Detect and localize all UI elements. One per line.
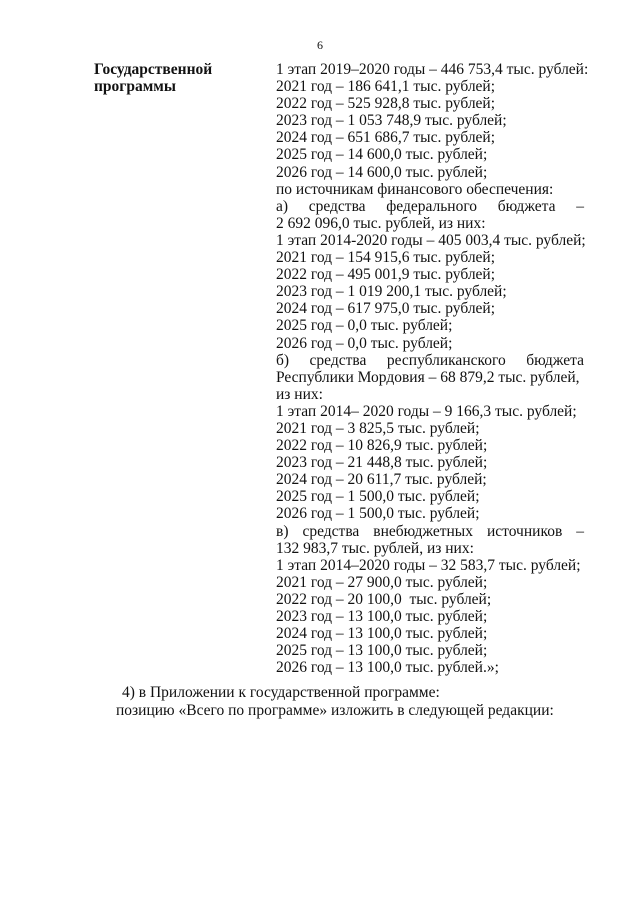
- republic-word: средства: [309, 351, 367, 369]
- passport-row-label: [94, 61, 264, 95]
- sources-heading: по источникам финансового обеспечения:: [276, 180, 554, 198]
- stage1-total: 1 этап 2019–2020 годы – 446 753,4 тыс. рублей:: [276, 61, 589, 78]
- republic-word: бюджета: [526, 351, 584, 369]
- total-year-2024: 2024 год – 651 686,7 тыс. рублей;: [276, 129, 496, 147]
- federal-stage1: 1 этап 2014-2020 годы – 405 003,4 тыс. рублей;: [276, 231, 586, 249]
- federal-heading: [276, 198, 584, 215]
- republic-year-2026: 2026 год – 1 500,0 тыс. рублей;: [276, 505, 480, 523]
- amendment-instruction: позицию «Всего по программе» изложить в следующей редакции:: [116, 701, 554, 719]
- republic-word: республиканского: [386, 351, 506, 369]
- extrabudget-heading: [276, 523, 584, 540]
- federal-word: федерального: [386, 197, 478, 215]
- federal-year-2026: 2026 год – 0,0 тыс. рублей;: [276, 334, 453, 352]
- republic-line-3: из них:: [276, 385, 323, 403]
- federal-word: бюджета: [497, 197, 556, 215]
- label-line-2: программы: [94, 78, 176, 95]
- extrabudget-year-2025: 2025 год – 13 100,0 тыс. рублей;: [276, 642, 488, 660]
- federal-word: средства: [308, 197, 366, 215]
- total-year-2021: 2021 год – 186 641,1 тыс. рублей;: [276, 78, 496, 96]
- extrabudget-total: 132 983,7 тыс. рублей, из них:: [276, 539, 474, 557]
- extrabudget-year-2022: 2022 год – 20 100,0 тыс. рублей;: [276, 590, 492, 608]
- federal-word: а): [276, 197, 289, 215]
- federal-word: –: [576, 197, 584, 215]
- total-year-2026: 2026 год – 14 600,0 тыс. рублей;: [276, 163, 488, 181]
- federal-year-2025: 2025 год – 0,0 тыс. рублей;: [276, 317, 453, 335]
- republic-word: б): [276, 351, 290, 369]
- extrabudget-year-2023: 2023 год – 13 100,0 тыс. рублей;: [276, 608, 488, 625]
- republic-stage1: 1 этап 2014– 2020 годы – 9 166,3 тыс. рублей;: [276, 402, 577, 420]
- total-year-2022: 2022 год – 525 928,8 тыс. рублей;: [276, 95, 496, 113]
- republic-line-2: Республики Мордовия – 68 879,2 тыс. рублей,: [276, 368, 580, 386]
- federal-year-2023: 2023 год – 1 019 200,1 тыс. рублей;: [276, 283, 507, 301]
- extrabudget-word: источников: [486, 522, 563, 540]
- federal-year-2022: 2022 год – 495 001,9 тыс. рублей;: [276, 266, 496, 284]
- extrabudget-year-2021: 2021 год – 27 900,0 тыс. рублей;: [276, 573, 488, 591]
- extrabudget-stage1: 1 этап 2014–2020 годы – 32 583,7 тыс. рублей;: [276, 556, 581, 574]
- extrabudget-year-2026: 2026 год – 13 100,0 тыс. рублей.»;: [276, 659, 499, 677]
- label-line-1: Государственной: [94, 61, 213, 78]
- federal-year-2021: 2021 год – 154 915,6 тыс. рублей;: [276, 249, 496, 267]
- republic-year-2023: 2023 год – 21 448,8 тыс. рублей;: [276, 454, 488, 472]
- page-number: 6: [317, 38, 323, 52]
- total-year-2023: 2023 год – 1 053 748,9 тыс. рублей;: [276, 112, 507, 130]
- extrabudget-word: в): [276, 522, 289, 540]
- amendment-item-4: 4) в Приложении к государственной программе:: [122, 684, 440, 701]
- republic-heading: [276, 352, 584, 369]
- federal-total: 2 692 096,0 тыс. рублей, из них:: [276, 214, 486, 232]
- funding-details: [276, 61, 589, 677]
- federal-year-2024: 2024 год – 617 975,0 тыс. рублей;: [276, 300, 496, 318]
- extrabudget-word: –: [576, 522, 584, 540]
- republic-year-2021: 2021 год – 3 825,5 тыс. рублей;: [276, 419, 480, 437]
- republic-year-2022: 2022 год – 10 826,9 тыс. рублей;: [276, 437, 488, 455]
- extrabudget-word: внебюджетных: [373, 522, 473, 540]
- extrabudget-word: средства: [302, 522, 360, 540]
- total-year-2025: 2025 год – 14 600,0 тыс. рублей;: [276, 146, 488, 164]
- amendment-text: [116, 684, 576, 719]
- republic-year-2025: 2025 год – 1 500,0 тыс. рублей;: [276, 488, 480, 506]
- extrabudget-year-2024: 2024 год – 13 100,0 тыс. рублей;: [276, 625, 488, 643]
- republic-year-2024: 2024 год – 20 611,7 тыс. рублей;: [276, 471, 487, 489]
